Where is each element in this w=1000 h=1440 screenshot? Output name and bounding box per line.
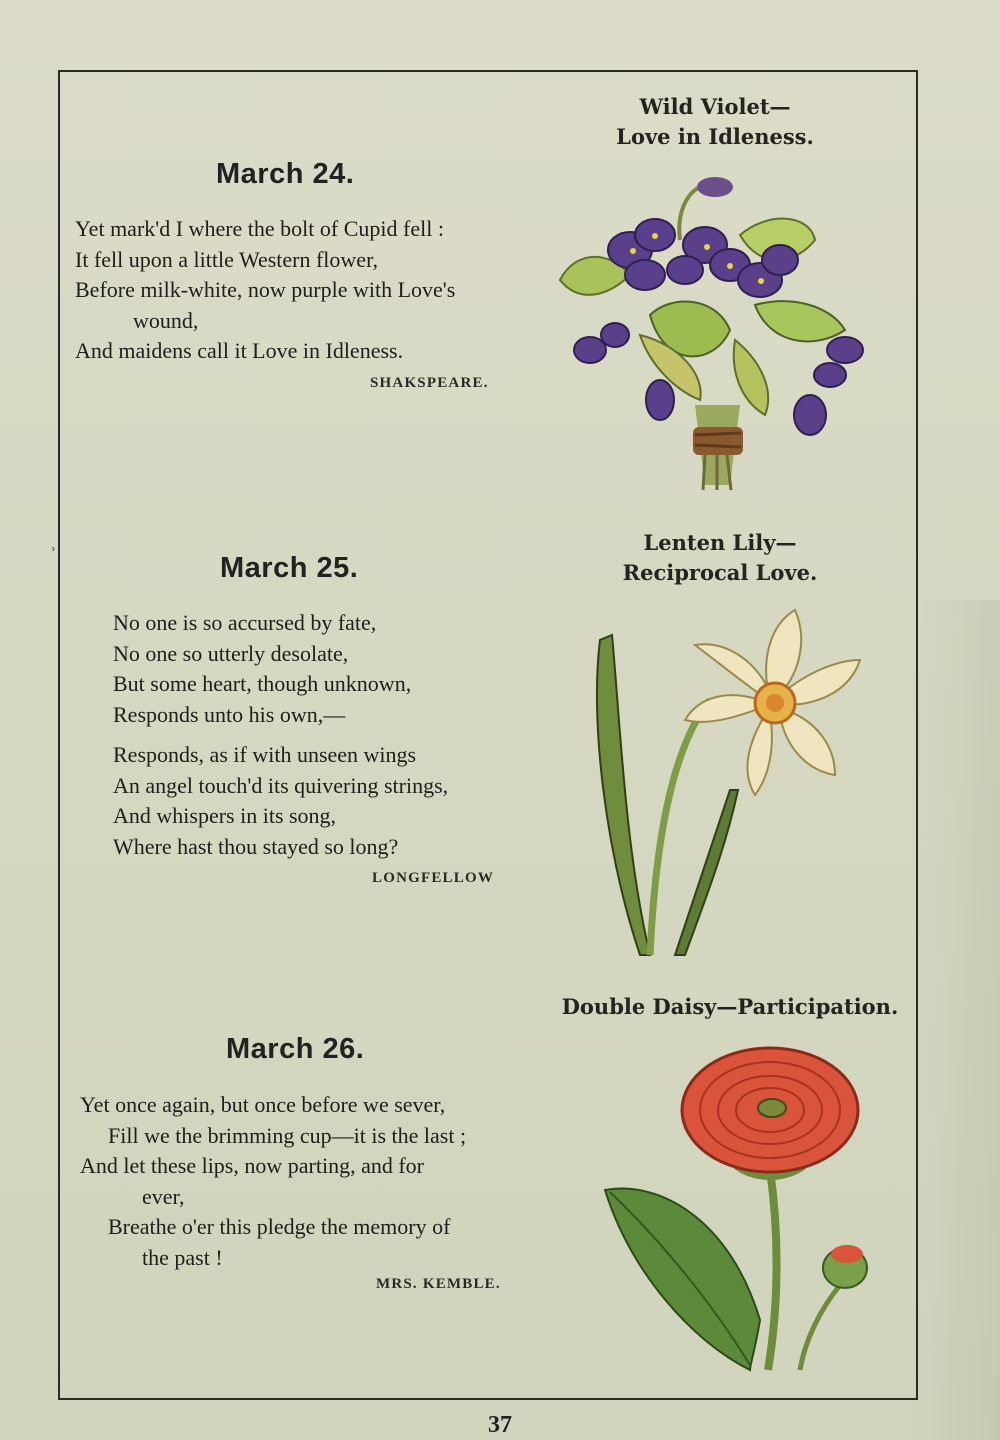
- page-number: 37: [488, 1412, 512, 1438]
- flower-title: [590, 528, 850, 588]
- poem: [80, 1090, 466, 1273]
- author: MRS. KEMBLE.: [376, 1276, 501, 1292]
- poem-line: And maidens call it Love in Idleness.: [75, 338, 404, 363]
- poem-line: Yet once again, but once before we sever,: [80, 1092, 446, 1117]
- poem-line: No one is so accursed by fate,: [113, 610, 377, 635]
- poem-line: ever,: [142, 1183, 185, 1209]
- poem-line: Fill we the brimming cup—it is the last ;: [108, 1122, 467, 1148]
- violet-bouquet-illustration: [555, 165, 885, 495]
- page-edge-shadow: [910, 600, 1000, 1440]
- poem: [75, 214, 455, 367]
- poem-line: Responds, as if with unseen wings: [113, 742, 417, 767]
- poem-line: Breathe o'er this pledge the memory of: [108, 1214, 451, 1239]
- flower-title-line: Lenten Lily—: [643, 530, 797, 555]
- entry-date: March 24.: [216, 158, 355, 190]
- poem-line: But some heart, though unknown,: [113, 671, 412, 696]
- poem-line: Responds unto his own,—: [113, 701, 346, 727]
- entry-date: March 26.: [226, 1033, 365, 1065]
- poem-line: No one so utterly desolate,: [113, 640, 349, 666]
- poem-line: Yet mark'd I where the bolt of Cupid fell :: [75, 216, 444, 241]
- poem: [113, 608, 448, 862]
- flower-title: [590, 92, 840, 152]
- daisy-illustration: [600, 1040, 890, 1380]
- poem-line: Where hast thou stayed so long?: [113, 833, 399, 859]
- author: SHAKSPEARE.: [370, 375, 489, 391]
- author: LONGFELLOW: [372, 870, 495, 886]
- poem-line: wound,: [133, 307, 199, 333]
- flower-title-line: Reciprocal Love.: [622, 560, 818, 585]
- poem-line: And whispers in its song,: [113, 803, 337, 828]
- flower-title-line: Wild Violet—: [639, 94, 791, 119]
- poem-line: the past !: [142, 1244, 223, 1270]
- flower-title: [560, 992, 900, 1022]
- flower-title-line: Love in Idleness.: [616, 124, 814, 149]
- margin-mark: ˒: [50, 535, 57, 557]
- entry-date: March 25.: [220, 552, 359, 584]
- poem-line: Before milk-white, now purple with Love's: [75, 277, 456, 302]
- daffodil-illustration: [580, 600, 870, 960]
- poem-line: And let these lips, now parting, and for: [80, 1153, 424, 1178]
- flower-title-line: Double Daisy—Participation.: [561, 994, 899, 1019]
- poem-line: It fell upon a little Western flower,: [75, 246, 379, 272]
- poem-line: An angel touch'd its quivering strings,: [113, 772, 449, 798]
